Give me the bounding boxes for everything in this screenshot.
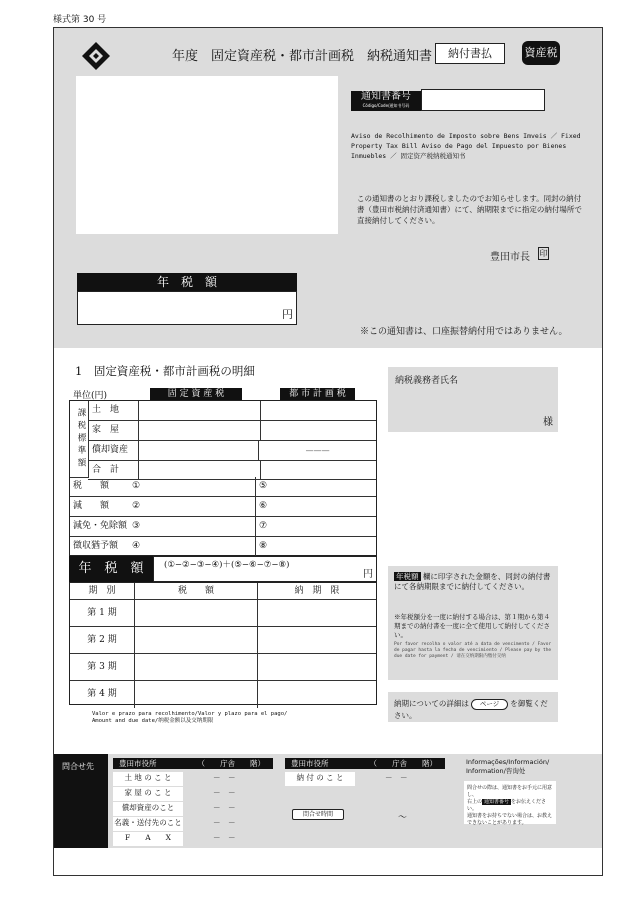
- basis-rows: [88, 401, 376, 480]
- tax-row-city-marker: ⑦: [259, 521, 268, 531]
- mayor-seal: 印: [539, 249, 548, 258]
- contact-phone: － －: [213, 803, 236, 812]
- period-amount-cell: [135, 627, 258, 653]
- multilang-title: Aviso de Recolhimento de Imposto sobre Bens Imveis ／ Fixed Property Tax Bill Aviso de Pago del Impuesto por Bienes Inmuebles ／ 固定资产税纳税通知书: [351, 132, 581, 160]
- contact-title-box: [54, 754, 108, 848]
- contact-item-label: F A X: [113, 832, 183, 846]
- info-text3: 通知書をお持ちでない場合は、お教えできないことがあります。: [467, 813, 552, 826]
- tax-row: [70, 477, 376, 497]
- notice-text: この通知書のとおり課税しましたのでお知らせします。同封の納付書（豊田市税納付済通知書）にて、納期限までに指定の納付場所で直接納付してください。: [357, 194, 582, 225]
- tax-row-fixed-marker: ④: [132, 537, 256, 556]
- notice-number-sublabel: Código/Code/通知书号码: [362, 103, 410, 108]
- payment-contact-item: [285, 772, 408, 786]
- annual-tax-tag: 年税額: [396, 572, 419, 581]
- contact-item: [113, 832, 273, 846]
- contact-phone: － －: [213, 773, 236, 782]
- details-annual-tax-field: [153, 556, 377, 582]
- notice-number-label: [351, 91, 421, 111]
- payment-method-box: 納付書払: [435, 43, 505, 64]
- notice-number-label-text: 通知書番号: [361, 91, 411, 102]
- tax-row-label: 徴収猶予額: [73, 541, 119, 551]
- details-heading: 1 固定資産税・都市計画税の明細: [75, 364, 255, 378]
- basis-row-house: [88, 421, 376, 441]
- period-due-cell: [258, 681, 376, 708]
- tax-row-label: 減免・免除額: [73, 521, 128, 531]
- contact-item-label: 土 地 の こ と: [113, 772, 183, 786]
- period-table: [69, 582, 377, 705]
- period-label: 第 2 期: [70, 627, 135, 653]
- form-number: 様式第 30 号: [53, 15, 107, 25]
- office1-name: 豊田市役所: [119, 759, 157, 768]
- tax-row-fixed-marker: ③: [132, 517, 256, 536]
- tax-row-fixed-marker: ②: [132, 497, 256, 516]
- tax-row-city-marker: ⑤: [259, 481, 268, 491]
- contact-title: 問合せ先: [62, 762, 94, 771]
- taxpayer-label: 納税義務者氏名: [395, 376, 459, 386]
- period-due-cell: [258, 654, 376, 680]
- lump-sum-note: ※年税額分を一度に納付する場合は、第１期から第４期までの納付書を一度に全て使用して納付してください。: [394, 613, 550, 639]
- office1-header: [113, 758, 273, 769]
- info-text2-post: をお伝えください。: [467, 799, 547, 812]
- tax-row-label: 税 額: [73, 481, 110, 491]
- basis-row-depreciable: [88, 441, 376, 461]
- schedule-note-text1: 納期についての詳細は: [394, 699, 469, 708]
- schedule-note: [394, 698, 554, 721]
- period-label: 第 4 期: [70, 681, 135, 708]
- period-amount-cell: [135, 654, 258, 680]
- info-notice-tag: 通知書番号: [484, 799, 510, 805]
- taxpayer-box: [388, 367, 558, 432]
- city-emblem-icon: [80, 40, 112, 72]
- info-box: [464, 781, 556, 824]
- contact-items: [113, 772, 273, 846]
- annual-tax-label: 年 税 額: [77, 273, 297, 291]
- city-planning-tax-column: 都 市 計 画 税: [280, 388, 355, 400]
- details-annual-tax-label: 年 税 額: [69, 556, 153, 582]
- period-header: 期 別: [70, 583, 135, 599]
- contact-item: [113, 817, 273, 831]
- office2-header: [285, 758, 445, 769]
- period-due-cell: [258, 627, 376, 653]
- basis-row-label: 合 計: [88, 461, 139, 479]
- period-row: [70, 654, 376, 681]
- basis-fixed-cell: [139, 401, 261, 420]
- basis-row-label: 償却資産: [88, 441, 139, 460]
- fixed-asset-tax-column: 固 定 資 産 税: [150, 388, 242, 400]
- schedule-note-box: [388, 692, 558, 722]
- detail-table: [69, 400, 377, 556]
- annual-tax-field: [77, 291, 297, 325]
- details-annual-tax-unit: 円: [363, 569, 373, 580]
- tax-row-city-marker: ⑥: [259, 501, 268, 511]
- tax-row-fixed-marker: ①: [132, 477, 256, 496]
- basis-fixed-cell: [139, 421, 261, 440]
- not-applicable-dash: ———: [305, 446, 330, 455]
- contact-item: [113, 772, 273, 786]
- unit-label: 単位(円): [73, 391, 108, 401]
- taxpayer-suffix: 様: [543, 417, 553, 428]
- period-amount-cell: [135, 600, 258, 626]
- period-row: [70, 681, 376, 708]
- contact-item: [113, 787, 273, 801]
- taxable-basis-label: 課税標準額: [70, 401, 89, 478]
- basis-fixed-cell: [139, 441, 260, 460]
- payment-note-text: 欄に印字された金額を、同封の納付書にて各納期限までに納付してください。: [394, 572, 551, 591]
- period-label: 第 3 期: [70, 654, 135, 680]
- notice-number-field: [421, 89, 545, 111]
- payment-note-box: [388, 566, 558, 680]
- tax-amount-header: 税 額: [135, 583, 258, 599]
- contact-fax: － －: [213, 833, 236, 842]
- contact-item-label: 家 屋 の こ と: [113, 787, 183, 801]
- payment-note-text1: [394, 572, 554, 592]
- basis-row-label: 家 屋: [88, 421, 139, 440]
- period-label: 第 1 期: [70, 600, 135, 626]
- office1-floor: （ 庁舎 階）: [197, 759, 265, 768]
- contact-phone: － －: [213, 818, 236, 827]
- period-row: [70, 600, 376, 627]
- period-row: [70, 627, 376, 654]
- page-reference-tag: ページ: [471, 699, 508, 710]
- schedule-note-text2: を御覧ください。: [394, 699, 548, 720]
- contact-item: [113, 802, 273, 816]
- tax-row-city-marker: ⑧: [259, 541, 268, 551]
- contact-item-label: 名義・送付先のこと: [113, 817, 183, 831]
- tax-row: [70, 497, 376, 517]
- period-amount-cell: [135, 681, 258, 708]
- hours-label: 問合せ時間: [292, 809, 344, 820]
- basis-row-land: [88, 401, 376, 421]
- contact-phone: － －: [385, 773, 408, 782]
- mayor-name: 豊田市長: [490, 252, 530, 263]
- info-text1: 問合せの際は、通知書をお手元に用意し、: [467, 785, 553, 798]
- hours-tilde: ～: [398, 813, 408, 823]
- annual-tax-formula: (①−②−③−④)＋(⑤−⑥−⑦−⑧): [164, 560, 290, 570]
- document-title: 年度 固定資産税・都市計画税 納税通知書: [172, 49, 433, 64]
- tax-row: [70, 537, 376, 556]
- info-text2: [467, 799, 553, 813]
- contact-phone: － －: [213, 788, 236, 797]
- period-header-row: [70, 583, 376, 600]
- info-text2-pre: 右上の: [467, 799, 483, 805]
- address-window: [76, 76, 338, 234]
- tax-row-label: 減 額: [73, 501, 110, 511]
- due-date-header: 納 期 限: [294, 586, 340, 596]
- contact-item-label: 償却資産のこと: [113, 802, 183, 816]
- basis-row-label: 土 地: [88, 401, 139, 420]
- tax-row: [70, 517, 376, 537]
- tax-type-badge: 資産税: [522, 41, 560, 65]
- payment-note-multilang: Por favor recolha o valor até a data de vencimento / Favor de pagar hasta la fecha de vencimiento / Please pay by the due date for payment / 请在交纳期限内缴付交纳: [394, 642, 552, 659]
- office2-name: 豊田市役所: [291, 759, 329, 768]
- info-title: Informações/Información/ Information/咨询处: [466, 758, 550, 775]
- contact-item-label: 納 付 の こ と: [285, 772, 355, 786]
- not-bank-transfer-note: ※この通知書は、口座振替納付用ではありません。: [360, 327, 568, 337]
- period-due-cell: [258, 600, 376, 626]
- office2-floor: （ 庁舎 階）: [369, 759, 437, 768]
- tax-rows: [70, 477, 376, 556]
- period-footnote: Valor e prazo para recolhimento/Valor y plazo para el pago/ Amount and due date/纳税金额以及交纳期限: [92, 711, 288, 724]
- annual-tax-unit: 円: [282, 308, 293, 321]
